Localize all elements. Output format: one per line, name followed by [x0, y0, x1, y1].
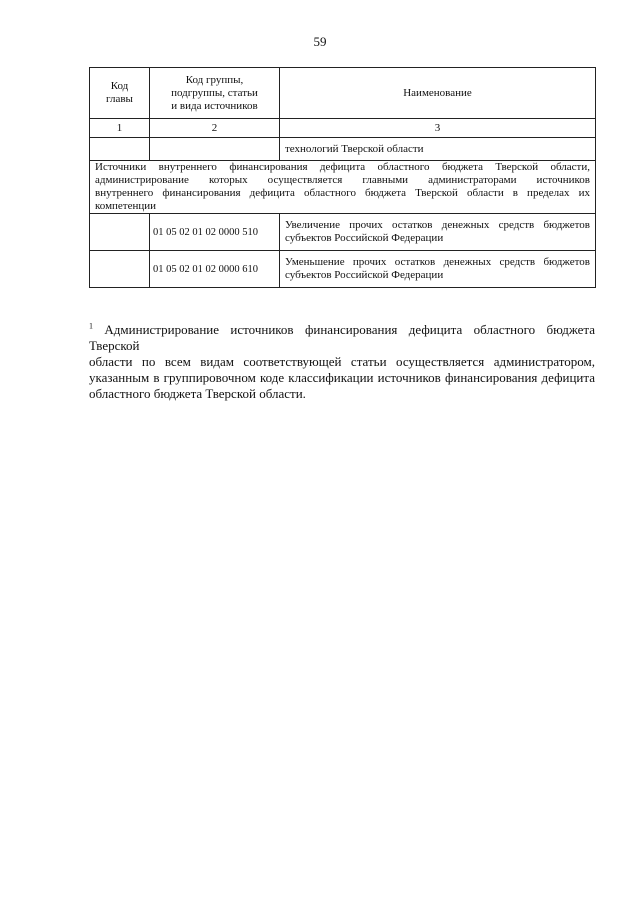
page-number: 59 [313, 34, 327, 49]
source-name: Увеличение прочих остатков денежных средств бюджетов субъектов Российской Федерации [280, 214, 596, 251]
header-source-code: Код группы, подгруппы, статьи и вида источников [150, 68, 280, 119]
column-number-2: 2 [150, 119, 280, 138]
empty-cell [150, 138, 280, 161]
footnote: $^1$ Администрирование источников финансирования дефицита областного бюджета Тверской области по всем видам соответствующей статьи осуществляется администратором, указанным в группировочном коде классификации источников финансирования дефицита областного бюджета Тверской области. [89, 321, 596, 401]
empty-cell [90, 251, 150, 288]
continuation-text: технологий Тверской области [280, 138, 596, 161]
table-row [90, 251, 596, 288]
table-row [90, 214, 596, 251]
empty-cell [90, 214, 150, 251]
column-number-1: 1 [90, 119, 150, 138]
header-row [90, 68, 596, 119]
header-chapter-code: Код главы [90, 68, 150, 119]
source-name: Уменьшение прочих остатков денежных средств бюджетов субъектов Российской Федерации [280, 251, 596, 288]
source-code: 01 05 02 01 02 0000 610 [150, 251, 280, 288]
column-number-3: 3 [280, 119, 596, 138]
table-row [90, 138, 596, 161]
source-code: 01 05 02 01 02 0000 510 [150, 214, 280, 251]
sources-table [89, 67, 596, 288]
empty-cell [90, 138, 150, 161]
header-name: Наименование [280, 68, 596, 119]
group-heading: Источники внутреннего финансирования дефицита областного бюджета Тверской области, администрирование которых осуществляется главными администраторами источников внутреннего финансирования дефицита областного бюджета Тверской области в пределах их компетенции [90, 161, 596, 214]
group-heading-row [90, 161, 596, 214]
column-numbers-row [90, 119, 596, 138]
footnote-marker: 1 [89, 321, 93, 331]
